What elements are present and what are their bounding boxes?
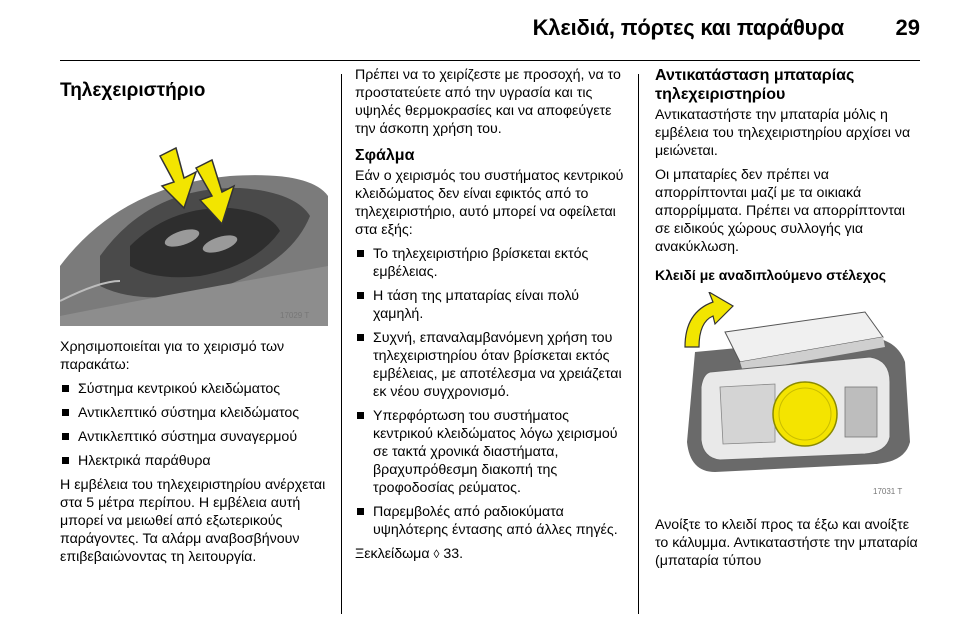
- folding-key-heading: Κλειδί με αναδιπλούμενο στέλεχος: [655, 267, 887, 283]
- column-divider-2: [638, 74, 639, 614]
- range-text: Η εμβέλεια του τηλεχειριστηρίου ανέρχεται στα 5 μέτρα περίπου. Η εμβέλεια αυτή μπορεί να μειωθεί από εξωτερικούς παράγοντες. Τα αλάρμ αναβοσβήνουν επιβεβαιώνοντας τη λειτουργία.: [60, 477, 326, 565]
- unlock-page-ref: 33.: [443, 546, 464, 562]
- battery-heading: Αντικατάσταση μπαταρίας τηλεχειριστηρίου: [655, 67, 855, 103]
- list-item: Αντικλεπτικό σύστημα συναγερμού: [60, 428, 326, 446]
- list-item: Παρεμβολές από ραδιοκύματα υψηλότερης έντασης από άλλες πηγές.: [355, 503, 627, 539]
- unlock-reference[interactable]: [355, 545, 627, 563]
- page-header: [0, 0, 960, 62]
- remote-key-figure: [60, 116, 328, 326]
- page-number: 29: [895, 15, 920, 40]
- list-item: Το τηλεχειριστήριο βρίσκεται εκτός εμβέλειας.: [355, 245, 627, 281]
- battery-text-2: Οι μπαταρίες δεν πρέπει να απορρίπτονται μαζί με τα οικιακά απορρίμματα. Πρέπει να απορρίπτονται σε ειδικούς χώρους συλλογής για ανακύκλωση.: [655, 167, 906, 255]
- battery-instructions: Ανοίξτε το κλειδί προς τα έξω και ανοίξτε το κάλυμμα. Αντικαταστήστε την μπαταρία (μπαταρία τύπου: [655, 517, 918, 569]
- chapter-title: Κλειδιά, πόρτες και παράθυρα: [532, 15, 844, 40]
- cross-reference-icon: ◊: [433, 547, 440, 561]
- remote-key-illustration: [60, 116, 328, 326]
- figure-number: 17031 T: [873, 487, 903, 496]
- list-item: Συχνή, επαναλαμβανόμενη χρήση του τηλεχειριστηρίου όταν βρίσκεται εκτός εμβέλειας, με αποτέλεσμα να χρειάζεται εκ νέου συγχρονισμό.: [355, 329, 627, 401]
- fault-causes-list: [355, 245, 627, 539]
- list-item: Σύστημα κεντρικού κλειδώματος: [60, 380, 326, 398]
- remote-intro-text: Χρησιμοποιείται για το χειρισμό των παρακάτω:: [60, 339, 285, 373]
- battery-replacement-figure: [655, 292, 921, 502]
- battery-text-1: Αντικαταστήστε την μπαταρία μόλις η εμβέλεια του τηλεχειριστηρίου αρχίσει να μειώνεται.: [655, 107, 911, 159]
- list-item: Αντικλεπτικό σύστημα κλειδώματος: [60, 404, 326, 422]
- section-heading-remote: Τηλεχειριστήριο: [60, 80, 206, 101]
- list-item: Υπερφόρτωση του συστήματος κεντρικού κλειδώματος λόγω χειρισμού σε τακτά χρονικά διαστήματα, βραχυπρόθεσμη διακοπή της τροφοδοσίας ρεύματος.: [355, 407, 627, 497]
- fault-text: Εάν ο χειρισμός του συστήματος κεντρικού κλειδώματος δεν είναι εφικτός από το τηλεχειριστήριο, αυτό μπορεί να οφείλεται στα εξής:: [355, 168, 624, 238]
- fault-heading: Σφάλμα: [355, 147, 415, 164]
- unlock-label: Ξεκλείδωμα: [355, 546, 430, 562]
- care-text: Πρέπει να το χειρίζεστε με προσοχή, να το προστατεύετε από την υγρασία και τις υψηλές θερμοκρασίες και να αποφεύγετε την άσκοπη χρήση του.: [355, 67, 621, 137]
- list-item: Η τάση της μπαταρίας είναι πολύ χαμηλή.: [355, 287, 627, 323]
- battery-replacement-illustration: [655, 292, 921, 502]
- header-rule: [60, 60, 920, 61]
- column-2: [355, 66, 627, 569]
- list-item: Ηλεκτρικά παράθυρα: [60, 452, 326, 470]
- remote-functions-list: [60, 380, 326, 470]
- column-divider-1: [341, 74, 342, 614]
- column-1: [60, 68, 326, 572]
- column-3: [655, 66, 922, 576]
- figure-number: 17029 T: [280, 311, 310, 320]
